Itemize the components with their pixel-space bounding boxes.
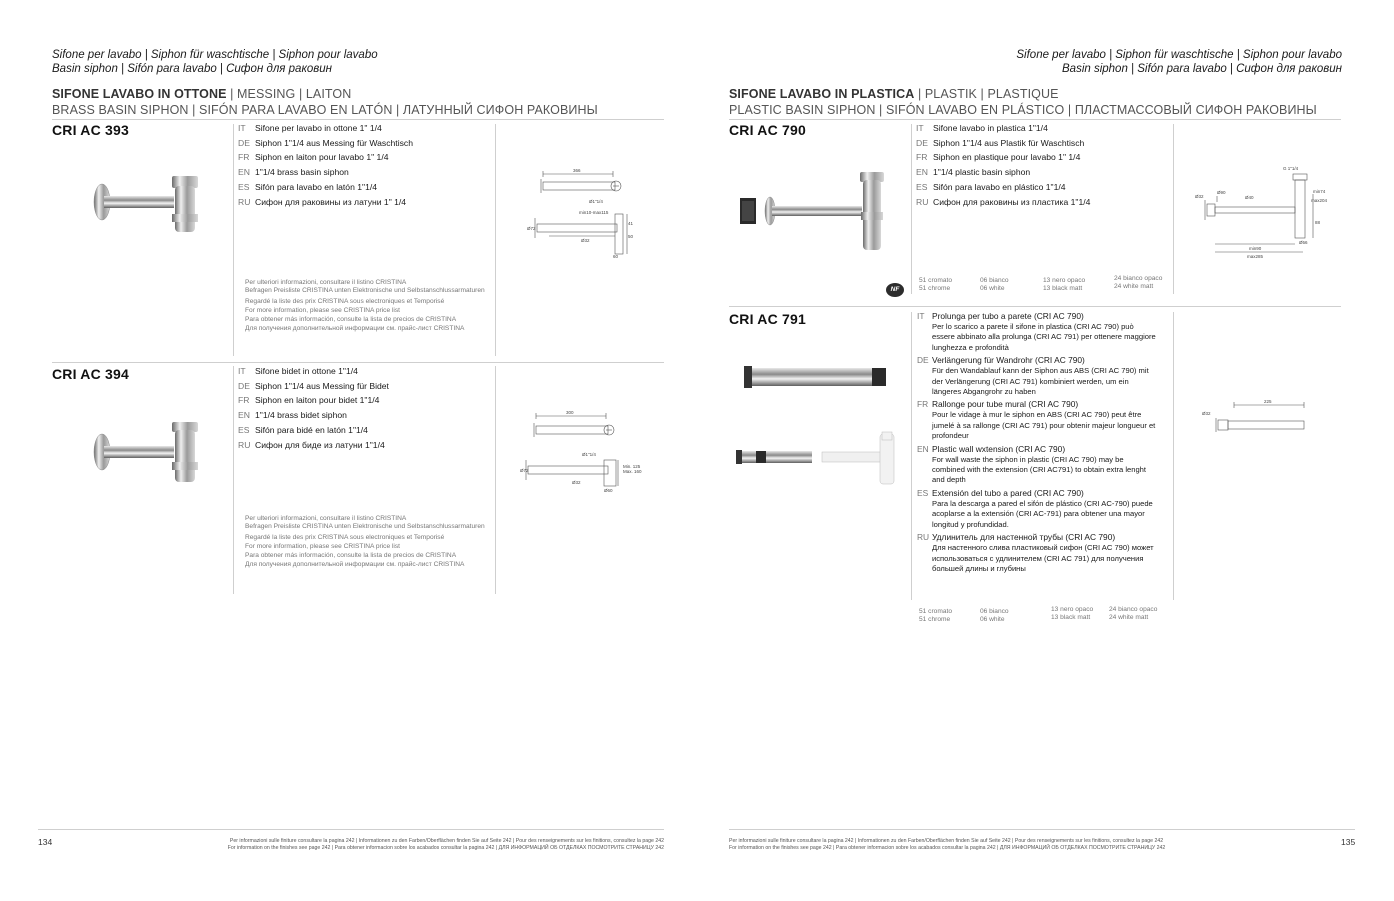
footer-line: Per informazioni sulle finiture consultare la pagina 242 | Informationen zu den Farben/Oberflächen finden Sie auf Seite 242 | Pour des renseignements sur les finitions, consultez la page 242 (729, 838, 1164, 844)
dim-label: max204 (1311, 198, 1328, 203)
desc-body: Для настенного слива пластиковый сифон (CRI AC 790) может использоваться с удлинителем (CRI AC 791) для получения большей длины и глубины (932, 543, 1154, 573)
lang-code: EN (238, 167, 250, 178)
lang-text: Sifone bidet in ottone 1"1/4 (255, 366, 358, 376)
brass-bidet-siphon-photo (82, 404, 212, 504)
lang-code: RU (238, 196, 251, 207)
product-code-ac791: CRI AC 791 (729, 311, 806, 327)
technical-drawing-ac394 (520, 410, 650, 495)
info-line: Per ulteriori informazioni, consultare il listino CRISTINA (245, 515, 407, 522)
product-rule (729, 306, 1341, 307)
lang-text: Сифон для биде из латуни 1"1/4 (255, 439, 385, 450)
desc-block (917, 444, 1157, 486)
desc-body: Per lo scarico a parete il sifone in plastica (CRI AC 790) può essere abbinato alla prolunga (CRI AC 791) per ottenere maggiore lunghezza e profondità (932, 322, 1156, 352)
dim-label: Ø32 (1195, 194, 1204, 199)
finish-line: 13 black matt (1043, 285, 1083, 292)
dim-label: 41 (628, 221, 634, 226)
plastic-siphon-photo (732, 168, 892, 268)
dim-label: Ø32 (581, 238, 590, 243)
product-image-ac790 (732, 168, 892, 268)
desc-block (917, 355, 1157, 397)
product-code-ac393: CRI AC 393 (52, 122, 129, 138)
finish-item (1109, 606, 1174, 622)
finish-line: 24 bianco opaco (1114, 275, 1163, 282)
lang-row (238, 364, 488, 379)
desc-head: Extensión del tubo a pared (CRI AC 790) (932, 487, 1084, 498)
finish-item (919, 608, 979, 624)
desc-block (917, 399, 1157, 441)
lang-text: Siphon en laiton pour lavabo 1" 1/4 (255, 152, 389, 163)
finish-line: 51 chrome (919, 285, 951, 292)
finish-line: 51 cromato (919, 608, 952, 615)
divider (1173, 124, 1174, 294)
desc-head: Prolunga per tubo a parete (CRI AC 790) (932, 311, 1084, 321)
product-code-ac790: CRI AC 790 (729, 122, 806, 138)
finish-item (1114, 275, 1179, 291)
lang-code: DE (238, 137, 250, 148)
divider (495, 124, 496, 356)
dim-label: min90 (1249, 246, 1262, 251)
info-line: Per ulteriori informazioni, consultare il listino CRISTINA (245, 279, 407, 286)
desc-head: Rallonge pour tube mural (CRI AC 790) (932, 399, 1079, 410)
finish-line: 06 bianco (980, 608, 1009, 615)
lang-code: RU (916, 196, 929, 207)
lang-text: Sifone per lavabo in ottone 1" 1/4 (255, 123, 382, 133)
lang-code: ES (238, 181, 250, 192)
finish-line: 13 nero opaco (1043, 277, 1086, 284)
finish-line: 24 bianco opaco (1109, 606, 1158, 613)
left-section-rule (52, 119, 664, 120)
nf-badge-text: NF (890, 286, 900, 293)
lang-text: Siphon en plastique pour lavabo 1" 1/4 (933, 152, 1081, 163)
finish-item (919, 277, 979, 293)
product-image-ac394 (82, 404, 212, 504)
right-section-title-bold: SIFONE LAVABO IN PLASTICA (729, 87, 915, 101)
lang-text: 1"1/4 brass bidet siphon (255, 410, 347, 421)
lang-text: Sifone lavabo in plastica 1"1/4 (933, 123, 1048, 133)
dim-label: Min. 125 (623, 464, 641, 469)
lang-code: IT (238, 123, 246, 133)
desc-block (917, 311, 1157, 353)
dim-label: 88 (1315, 220, 1321, 225)
lang-row (238, 393, 488, 408)
finish-item (1051, 606, 1116, 622)
left-section-subtitle: BRASS BASIN SIPHON | SIFÓN PARA LAVABO EN LATÓN | ЛАТУННЫЙ СИФОН РАКОВИНЫ (52, 103, 598, 117)
lang-text: 1"1/4 plastic basin siphon (933, 167, 1031, 178)
lang-row (238, 438, 488, 453)
lang-row (916, 136, 1166, 151)
lang-row (238, 180, 488, 195)
drawing-svg (520, 410, 650, 495)
finish-line: 06 white (980, 285, 1005, 292)
lang-code: FR (916, 152, 928, 163)
desc-body: Für den Wandablauf kann der Siphon aus ABS (CRI AC 790) mit der Verlängerung (CRI AC 791) kombiniert werden, um ein längeres Abgangrohr zu haben (932, 366, 1149, 397)
lang-code: RU (238, 439, 251, 450)
dim-label: G 1"1/4 (1283, 166, 1299, 171)
right-header-line1: Sifone per lavabo | Siphon für waschtische | Siphon pour lavabo (1016, 49, 1342, 61)
right-section-subtitle: PLASTIC BASIN SIPHON | SIFÓN LAVABO EN PLÁSTICO | ПЛАСТМАССОВЫЙ СИФОН РАКОВИНЫ (729, 103, 1317, 117)
lang-row (916, 195, 1166, 210)
left-section-title-rest: | MESSING | LAITON (226, 87, 352, 101)
desc-head: Plastic wall wxtension (CRI AC 790) (932, 443, 1066, 454)
lang-text: Siphon 1"1/4 aus Plastik für Waschtisch (933, 137, 1085, 148)
lang-code: EN (238, 410, 250, 421)
brass-siphon-photo (82, 160, 212, 270)
page-number-left: 134 (38, 837, 53, 847)
right-section-rule (729, 119, 1341, 120)
divider (233, 366, 234, 594)
finish-item (980, 277, 1040, 293)
divider (1173, 312, 1174, 600)
right-section-title (729, 86, 1344, 118)
finish-line: 06 bianco (980, 277, 1009, 284)
dim-label: max285 (1247, 254, 1264, 259)
lang-text: Siphon en laiton pour bidet 1"1/4 (255, 395, 380, 406)
dim-label: 50 (628, 234, 634, 239)
desc-head: Удлинитель для настенной трубы (CRI AC 790) (932, 532, 1116, 543)
divider (911, 312, 912, 600)
info-line: Regardé la liste des prix CRISTINA sous electroniques et Temporisé (245, 297, 445, 305)
lang-text: Siphon 1"1/4 aus Messing für Bidet (255, 380, 389, 391)
dim-label: Max. 160 (623, 469, 642, 474)
technical-drawing-ac790 (1195, 166, 1335, 262)
info-line: For more information, please see CRISTINA price list (245, 542, 401, 550)
info-ac393 (245, 278, 490, 332)
info-line: For more information, please see CRISTINA price list (245, 306, 401, 314)
dim-label: Ø60 (604, 488, 613, 493)
footer-line: For information on the finishes see page 242 | Para obtener informacion sobre los acabados consultar la pagina 242 | ДЛЯ ИНФОРМАЦИЙ ОБ ОТДЕЛКАХ ПОСМОТРИТЕ СТРАНИЦУ 242 (729, 844, 1166, 851)
lang-code: FR (238, 395, 250, 406)
finish-item (980, 608, 1040, 624)
lang-code: ES (238, 424, 250, 435)
lang-code: FR (917, 399, 929, 410)
desc-block (917, 488, 1157, 530)
lang-code: FR (238, 152, 250, 163)
left-footer-rule (38, 829, 664, 830)
product-image-ac393 (82, 160, 212, 270)
dim-label: min10-max115 (579, 210, 609, 215)
desc-list-ac791 (917, 311, 1157, 574)
nf-badge (886, 283, 904, 297)
lang-code: EN (917, 443, 929, 454)
product-code-ac394: CRI AC 394 (52, 366, 129, 382)
dim-label: min74 (1313, 189, 1326, 194)
desc-head: Verlängerung für Wandrohr (CRI AC 790) (932, 355, 1085, 366)
lang-row (238, 195, 488, 210)
lang-row (238, 150, 488, 165)
finish-line: 24 white matt (1109, 614, 1149, 621)
lang-row (238, 121, 488, 136)
lang-row (916, 150, 1166, 165)
dim-label: Ø1"1/4 (589, 199, 603, 204)
info-line: Befragen Preisliste CRISTINA unten Elektronische und Selbstanschlussarmaturen (245, 523, 485, 531)
left-section-title-bold: SIFONE LAVABO IN OTTONE (52, 87, 227, 101)
info-line: Befragen Preisliste CRISTINA unten Elektronische und Selbstanschlussarmaturen (245, 287, 485, 295)
lang-row (916, 165, 1166, 180)
info-ac394 (245, 514, 490, 568)
lang-text: Sifón para lavabo en plástico 1"1/4 (933, 181, 1066, 192)
finish-line: 06 white (980, 616, 1005, 623)
finish-item (1043, 277, 1108, 293)
lang-text: Sifón para lavabo en latón 1"1/4 (255, 181, 378, 192)
left-footer-text (180, 838, 664, 851)
lang-code: IT (238, 366, 246, 376)
desc-body: Para la descarga a pared el sifón de plástico (CRI AC-790) puede acoplarse a la extensión (CRI AC-791) para obtener una mayor longitud y profundidad. (932, 498, 1153, 529)
right-header (942, 48, 1342, 76)
lang-text: Сифон для раковины из пластика 1"1/4 (933, 196, 1091, 207)
desc-body: For wall waste the siphon in plastic (CRI AC 790) may be combined with the extension (CRI AC791) to obtain extra lenght and depth (932, 454, 1147, 485)
lang-code: IT (916, 123, 924, 133)
lang-code: ES (916, 181, 928, 192)
dim-label: Ø32 (572, 480, 581, 485)
right-footer-text (729, 838, 1213, 851)
dim-label: Ø72 (520, 468, 529, 473)
lang-row (238, 408, 488, 423)
divider (233, 124, 234, 356)
lang-code: RU (917, 532, 930, 543)
lang-list-ac790 (916, 121, 1166, 209)
lang-row (238, 136, 488, 151)
info-line: Para obtener más información, consulte la lista de precios de CRISTINA (245, 316, 457, 324)
lang-text: Siphon 1"1/4 aus Messing für Waschtisch (255, 137, 413, 148)
lang-row (238, 165, 488, 180)
left-header-line2: Basin siphon | Sifón para lavabo | Сифон для раковин (52, 63, 332, 75)
footer-line: For information on the finishes see page 242 | Para obtener informacion sobre los acabados consultar la pagina 242 | ДЛЯ ИНФОРМАЦИЙ ОБ ОТДЕЛКАХ ПОСМОТРИТЕ СТРАНИЦУ 242 (227, 844, 664, 851)
dim-label: 225 (1264, 399, 1272, 404)
lang-text: Sifón para bidé en latón 1"1/4 (255, 424, 368, 435)
divider (911, 124, 912, 294)
lang-list-ac393 (238, 121, 488, 209)
lang-list-ac394 (238, 364, 488, 452)
product-image-ac791 (732, 340, 912, 500)
finish-line: 13 nero opaco (1051, 606, 1094, 613)
left-header (52, 48, 452, 76)
right-section-title-rest: | PLASTIK | PLASTIQUE (914, 87, 1059, 101)
lang-code: DE (916, 137, 928, 148)
dim-label: Ø90 (1217, 190, 1226, 195)
lang-code: ES (917, 487, 929, 498)
lang-row (916, 121, 1166, 136)
drawing-svg (1200, 398, 1310, 434)
footer-line: Per informazioni sulle finiture consultare la pagina 242 | Informationen zu den Farben/Oberflächen finden Sie auf Seite 242 | Pour des renseignements sur les finitions, consultez la page 242 (229, 838, 664, 844)
dim-label: Ø1"1/4 (582, 452, 596, 457)
finish-line: 51 chrome (919, 616, 951, 623)
dim-label: Ø72 (527, 226, 536, 231)
divider (495, 366, 496, 594)
finish-line: 24 white matt (1114, 283, 1154, 290)
desc-body: Pour le vidage à mur le siphon en ABS (CRI AC 790) peut être jumelé à sa rallonge (CRI AC 791) pour obtenir majeur longueur et profondeur (932, 410, 1156, 441)
lang-row (916, 180, 1166, 195)
page-number-right: 135 (1341, 837, 1356, 847)
dim-label: Ø32 (1202, 411, 1211, 416)
lang-row (238, 379, 488, 394)
lang-row (238, 423, 488, 438)
technical-drawing-ac791 (1200, 398, 1310, 434)
product-rule (52, 362, 664, 363)
right-header-line2: Basin siphon | Sifón para lavabo | Сифон для раковин (1062, 63, 1342, 75)
left-header-line1: Sifone per lavabo | Siphon für waschtische | Siphon pour lavabo (52, 49, 378, 61)
drawing-svg (1195, 166, 1335, 262)
left-section-title (52, 86, 667, 118)
lang-code: DE (917, 355, 929, 366)
info-line: Regardé la liste des prix CRISTINA sous electroniques et Temporisé (245, 533, 445, 541)
lang-text: Сифон для раковины из латуни 1" 1/4 (255, 196, 407, 207)
info-line: Для получения дополнительной информации см. прайс-лист CRISTINA (245, 560, 465, 568)
lang-code: EN (916, 167, 928, 178)
info-line: Para obtener más información, consulte la lista de precios de CRISTINA (245, 552, 457, 560)
wall-extension-photo (732, 340, 912, 500)
right-footer-rule (729, 829, 1355, 830)
dim-label: Ø40 (1245, 195, 1254, 200)
technical-drawing-ac393 (527, 168, 637, 260)
finish-line: 13 black matt (1051, 614, 1091, 621)
lang-text: 1"1/4 brass basin siphon (255, 167, 349, 178)
dim-label: Ø56 (1299, 240, 1308, 245)
dim-label: 300 (566, 410, 574, 415)
dim-label: 366 (573, 168, 581, 173)
dim-label: 60 (613, 254, 619, 259)
desc-block (917, 532, 1157, 574)
finish-line: 51 cromato (919, 277, 952, 284)
info-line: Для получения дополнительной информации см. прайс-лист CRISTINA (245, 324, 465, 332)
lang-code: DE (238, 380, 250, 391)
lang-code: IT (917, 311, 925, 321)
drawing-svg (527, 168, 637, 260)
